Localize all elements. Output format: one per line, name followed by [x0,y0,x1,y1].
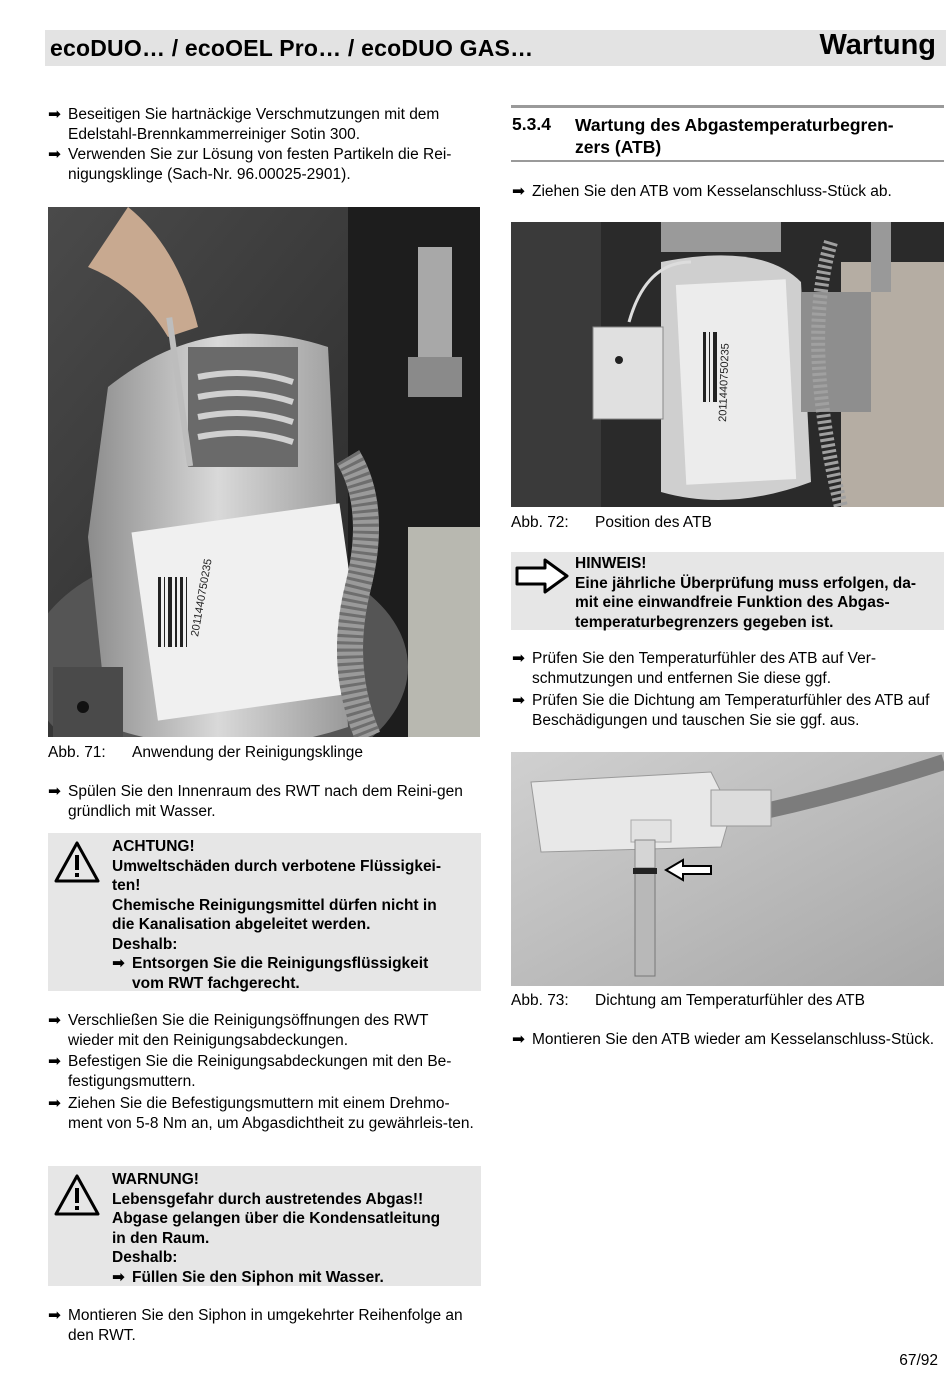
bullet-item: ➡ Ziehen Sie die Befestigungsmuttern mit einem Drehmo-ment von 5-8 Nm an, um Abgasdichtheit zu gewährleis-ten. [48,1095,474,1132]
hinweis-arrow-icon [515,558,569,594]
figure-71-photo [48,207,480,737]
fig72-label-text: 2011440750235 [717,343,732,423]
bullet-item: ➡ Verwenden Sie zur Lösung von festen Partikeln die Rei-nigungsklinge (Sach-Nr. 96.00025-2901). [48,146,452,183]
arrow-icon: ➡ [48,1012,61,1029]
bullet-item: ➡ Verschließen Sie die Reinigungsöffnungen des RWT wieder mit den Reinigungsabdeckungen. [48,1012,429,1049]
arrow-icon: ➡ [512,692,525,709]
arrow-icon: ➡ [48,106,61,123]
fig71-label-text: 2011440750235 [189,557,215,638]
arrow-icon: ➡ [48,1307,61,1324]
warnung-title: WARNUNG! [112,1171,199,1188]
bullet-item: ➡ Ziehen Sie den ATB vom Kesselanschluss-Stück ab. [512,183,892,200]
arrow-icon: ➡ [512,183,525,200]
bullet-item: ➡ Prüfen Sie den Temperaturfühler des ATB auf Ver-schmutzungen und entfernen Sie diese ggf. [512,650,877,687]
achtung-title: ACHTUNG! [112,838,195,855]
arrow-icon: ➡ [512,1031,525,1048]
arrow-icon: ➡ [48,1095,61,1112]
header-section: Wartung [819,29,936,61]
warning-triangle-icon [54,1174,100,1216]
figure-72-photo [511,222,944,507]
section-number: 5.3.4 [512,114,551,134]
warning-triangle-icon [54,841,100,883]
arrow-icon: ➡ [112,1268,125,1286]
figure-73-photo [511,752,944,986]
page-number: 67/92 [899,1352,938,1369]
arrow-icon: ➡ [512,650,525,667]
bullet-item: ➡ Montieren Sie den Siphon in umgekehrter Reihenfolge an den RWT. [48,1307,463,1344]
section-rule-bottom [511,160,944,162]
bullet-item: ➡ Spülen Sie den Innenraum des RWT nach dem Reini-gen gründlich mit Wasser. [48,783,463,820]
bullet-item: ➡ Prüfen Sie die Dichtung am Temperaturfühler des ATB auf Beschädigungen und tauschen Sie sie ggf. aus. [512,692,930,729]
figure-73-caption: Abb. 73: Dichtung am Temperaturfühler des ATB [511,992,865,1009]
arrow-icon: ➡ [48,783,61,800]
header-title: ecoDUO… / ecoOEL Pro… / ecoDUO GAS… [50,35,534,61]
figure-72-caption: Abb. 72: Position des ATB [511,514,712,531]
arrow-icon: ➡ [112,955,125,972]
figure-71-caption: Abb. 71: Anwendung der Reinigungsklinge [48,744,363,761]
achtung-box: ACHTUNG! Umweltschäden durch verbotene Flüssigkei- ten! Chemische Reinigungsmittel dürfen nicht in die Kanalisation abgeleitet werden. Deshalb: ➡ Entsorgen Sie die Reinigungsflüssigkeit vom RWT fachgerecht. [48,833,481,991]
warnung-box: WARNUNG! Lebensgefahr durch austretendes Abgas!! Abgase gelangen über die Kondensatleitung in den Raum. Deshalb: ➡ Füllen Sie den Siphon mit Wasser. [48,1166,481,1286]
bullet-item: ➡ Beseitigen Sie hartnäckige Verschmutzungen mit dem Edelstahl-Brennkammerreiniger Sotin 300. [48,106,440,143]
arrow-icon: ➡ [48,146,61,163]
section-title: Wartung des Abgastemperaturbegren- zers (ATB) [575,115,894,157]
arrow-icon: ➡ [48,1053,61,1070]
hinweis-box: HINWEIS! Eine jährliche Überprüfung muss erfolgen, da- mit eine einwandfreie Funktion des Abgas- temperaturbegrenzers gegeben ist. [511,552,944,630]
hinweis-title: HINWEIS! [575,555,647,572]
section-rule-top [511,105,944,108]
bullet-item: ➡ Montieren Sie den ATB wieder am Kesselanschluss-Stück. [512,1031,935,1048]
bullet-item: ➡ Befestigen Sie die Reinigungsabdeckungen mit den Be-festigungsmuttern. [48,1053,452,1090]
